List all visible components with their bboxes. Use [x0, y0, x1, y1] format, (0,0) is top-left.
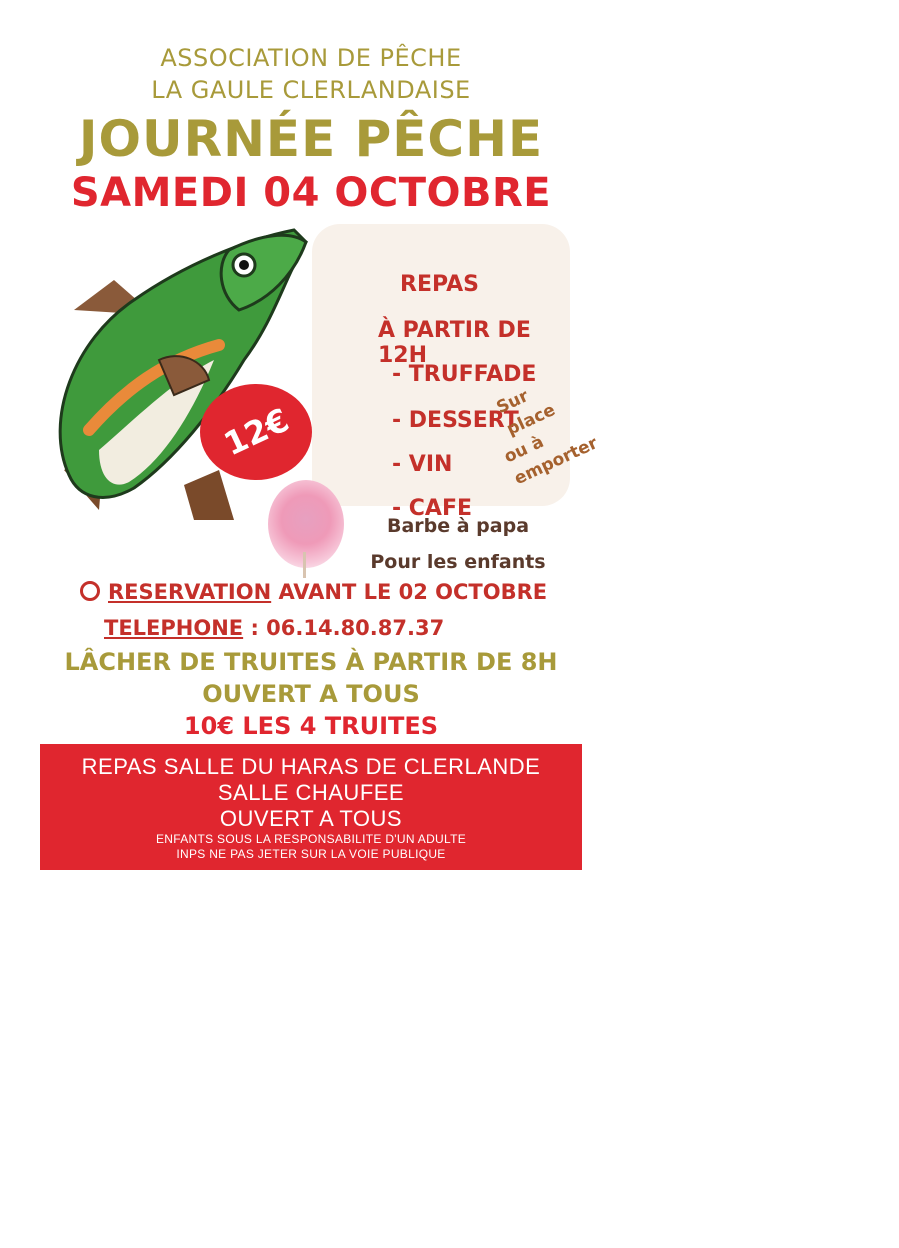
menu-item: - VIN — [392, 452, 453, 477]
kids-note — [370, 508, 546, 580]
cotton-candy-stick — [303, 552, 306, 578]
flyer — [40, 32, 601, 870]
event-title: JOURNÉE PÊCHE — [78, 110, 544, 168]
telephone-label: TELEPHONE — [104, 616, 244, 640]
meal-price-badge — [200, 384, 312, 480]
event-date: SAMEDI 04 OCTOBRE — [70, 170, 552, 216]
trout-price: 10€ LES 4 TRUITES — [183, 712, 439, 740]
takeaway-line1: Sur place — [493, 386, 559, 440]
footer-banner — [40, 744, 582, 870]
telephone-line — [104, 616, 444, 640]
meal-price: 12€ — [217, 400, 295, 464]
reservation-deadline: AVANT LE 02 OCTOBRE — [271, 580, 548, 604]
footer-heated: SALLE CHAUFEE — [217, 780, 405, 805]
association-name-line2: LA GAULE CLERLANDAISE — [151, 76, 471, 104]
footer-venue: REPAS SALLE DU HARAS DE CLERLANDE — [81, 754, 541, 779]
telephone-number: : 06.14.80.87.37 — [243, 616, 445, 640]
footer-disposal-note: INPS NE PAS JETER SUR LA VOIE PUBLIQUE — [176, 847, 446, 861]
cotton-candy-icon — [268, 480, 344, 568]
footer-children-note: ENFANTS SOUS LA RESPONSABILITE D'UN ADULTE — [155, 832, 467, 846]
footer-open: OUVERT A TOUS — [219, 806, 403, 831]
open-to-all: OUVERT A TOUS — [202, 680, 420, 708]
reservation-line — [80, 580, 547, 604]
takeaway-line2: ou à emporter — [501, 431, 601, 490]
menu-time: À PARTIR DE 12H — [378, 318, 531, 368]
kids-line2: Pour les enfants — [370, 551, 546, 573]
menu-item: - TRUFFADE — [392, 362, 537, 387]
clock-icon — [80, 581, 100, 601]
trout-illustration — [44, 220, 314, 530]
menu-item: - CAFE — [392, 496, 473, 521]
reservation-label: RESERVATION — [108, 580, 272, 604]
kids-line1: Barbe à papa — [386, 515, 530, 537]
menu-heading: REPAS — [400, 272, 479, 297]
menu-item: - DESSERT — [392, 408, 519, 433]
trout-release-time: LÂCHER DE TRUITES À PARTIR DE 8H — [64, 648, 558, 676]
association-name-line1: ASSOCIATION DE PÊCHE — [160, 44, 462, 72]
